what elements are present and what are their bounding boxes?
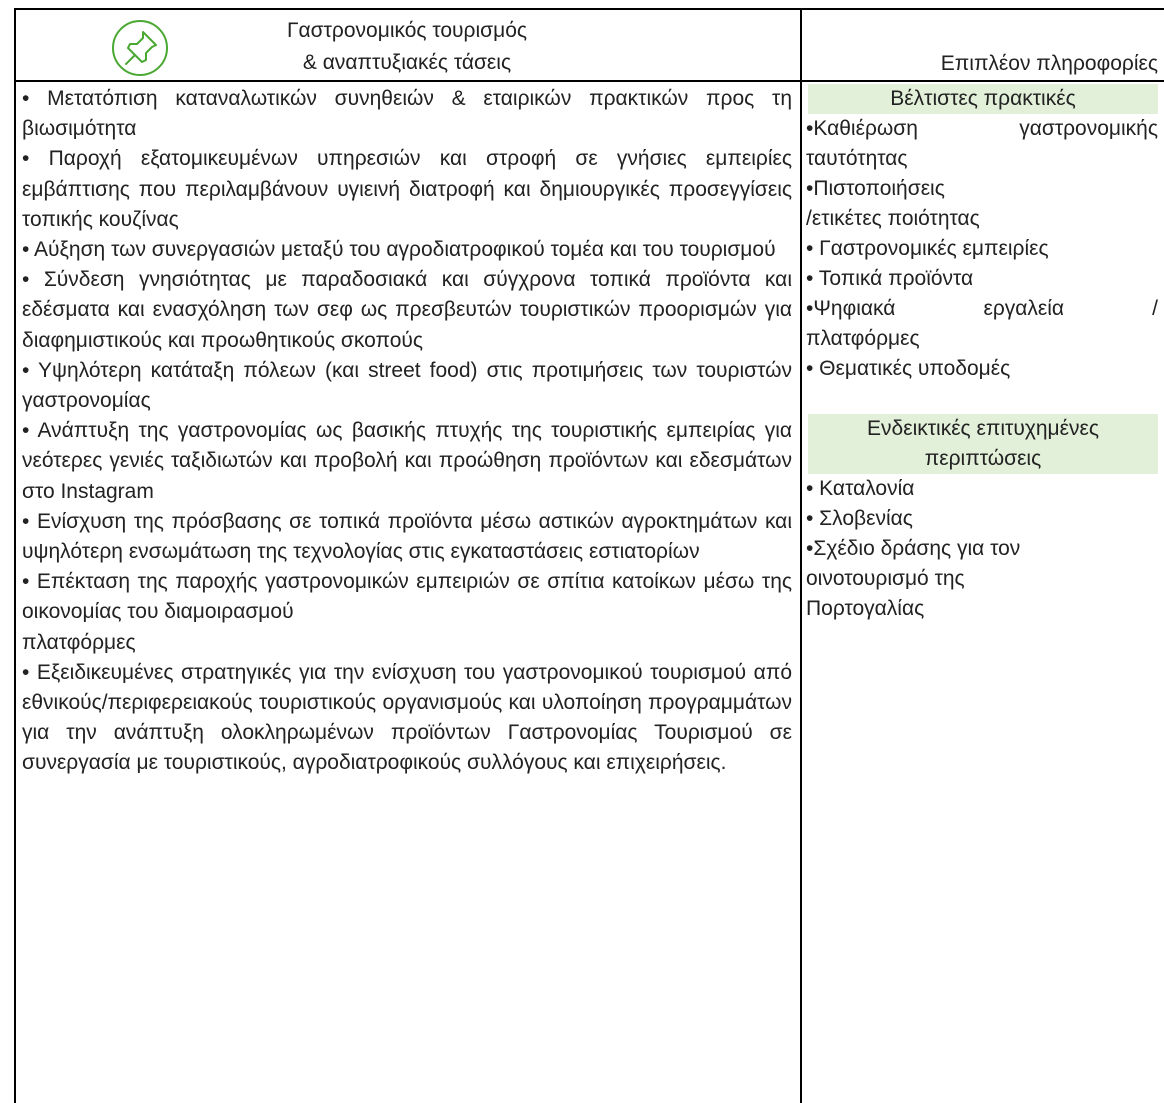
best-practices-heading: Βέλτιστες πρακτικές — [808, 84, 1158, 114]
trend-item: • Εξειδικευμένες στρατηγικές για την ενίσχυση του γαστρονομικού τουρισμού από εθνικούς/περιφερειακούς τουριστικούς οργανισμούς και υλοποίηση προγραμμάτων για την ανάπτυξη ολοκληρωμένων προϊόντων Γαστρονομίας Τουρισμού σε συνεργασία με τουριστικούς, αγροδιατροφικούς συλλόγους και επιχειρήσεις. — [22, 660, 792, 775]
trend-item: • Επέκταση της παροχής γαστρονομικών εμπειριών σε σπίτια κατοίκων μέσω της οικονομίας του διαμοιρασμού — [22, 570, 792, 624]
best-practice-item: •Ψηφιακά εργαλεία / — [806, 297, 1158, 320]
trends-column — [22, 84, 792, 779]
header-right-cell — [802, 8, 1164, 80]
success-case-item: Πορτογαλίας — [806, 597, 925, 620]
best-practice-item: • Γαστρονομικές εμπειρίες — [806, 237, 1049, 260]
header-title-line2: & αναπτυξιακές τάσεις — [302, 51, 512, 74]
header-title-line1: Γαστρονομικός τουρισμός — [286, 19, 528, 42]
table-left-border — [14, 8, 16, 1103]
best-practice-item: /ετικέτες ποιότητας — [806, 207, 980, 230]
success-cases-heading-line1: Ενδεικτικές επιτυχημένες — [867, 417, 1099, 440]
success-cases-heading — [808, 414, 1158, 474]
trend-item: • Υψηλότερη κατάταξη πόλεων (και street food) στις προτιμήσεις των τουριστών γαστρονομίας — [22, 358, 792, 413]
success-case-item: • Καταλονία — [806, 477, 915, 500]
trend-item: • Σύνδεση γνησιότητας με παραδοσιακά και σύγχρονα τοπικά προϊόντα και εδέσματα και ενασχόληση των σεφ ως πρεσβευτών τουριστικών προορισμών για διαφημιστικούς και προωθητικούς σκοπούς — [22, 268, 792, 352]
trend-item: πλατφόρμες — [22, 630, 136, 654]
best-practice-item: •Πιστοποιήσεις — [806, 177, 945, 200]
best-practice-item: • Θεματικές υποδομές — [806, 357, 1011, 380]
success-case-item: οινοτουρισμό της — [806, 567, 965, 590]
success-cases-heading-line2: περιπτώσεις — [924, 447, 1042, 470]
header-bottom-border — [14, 80, 1164, 82]
best-practice-item: • Τοπικά προϊόντα — [806, 267, 974, 290]
trend-item: • Αύξηση των συνεργασιών μεταξύ του αγροδιατροφικού τομέα και του τουρισμού — [22, 238, 776, 262]
header-left-cell — [14, 8, 800, 80]
best-practice-item: ταυτότητας — [806, 147, 908, 170]
trend-item: • Παροχή εξατομικευμένων υπηρεσιών και στροφή σε γνήσιες εμπειρίες εμβάπτισης που περιλαμβάνουν υγιεινή διατροφή και δημιουργικές προσεγγίσεις τοπικής κουζίνας — [22, 147, 792, 231]
info-column — [806, 84, 1158, 624]
trend-item: • Ενίσχυση της πρόσβασης σε τοπικά προϊόντα μέσω αστικών αγροκτημάτων και υψηλότερη ενσωμάτωση της τεχνολογίας στις εγκαταστάσεις εστιατορίων — [22, 509, 792, 564]
header-right-title: Επιπλέον πληροφορίες — [940, 52, 1158, 75]
best-practice-item: πλατφόρμες — [806, 327, 920, 350]
trend-item: • Ανάπτυξη της γαστρονομίας ως βασικής πτυχής της τουριστικής εμπειρίας για νεότερες γενιές ταξιδιωτών και προβολή και προώθηση προϊόντων και εδεσμάτων στο Instagram — [22, 419, 792, 503]
success-case-item: •Σχέδιο δράσης για τον — [806, 537, 1021, 560]
best-practice-item: •Καθιέρωση γαστρονομικής — [806, 117, 1158, 140]
column-divider — [800, 8, 802, 1103]
trend-item: • Μετατόπιση καταναλωτικών συνηθειών & εταιρικών πρακτικών προς τη βιωσιμότητα — [22, 87, 792, 141]
success-case-item: • Σλοβενίας — [806, 507, 913, 530]
